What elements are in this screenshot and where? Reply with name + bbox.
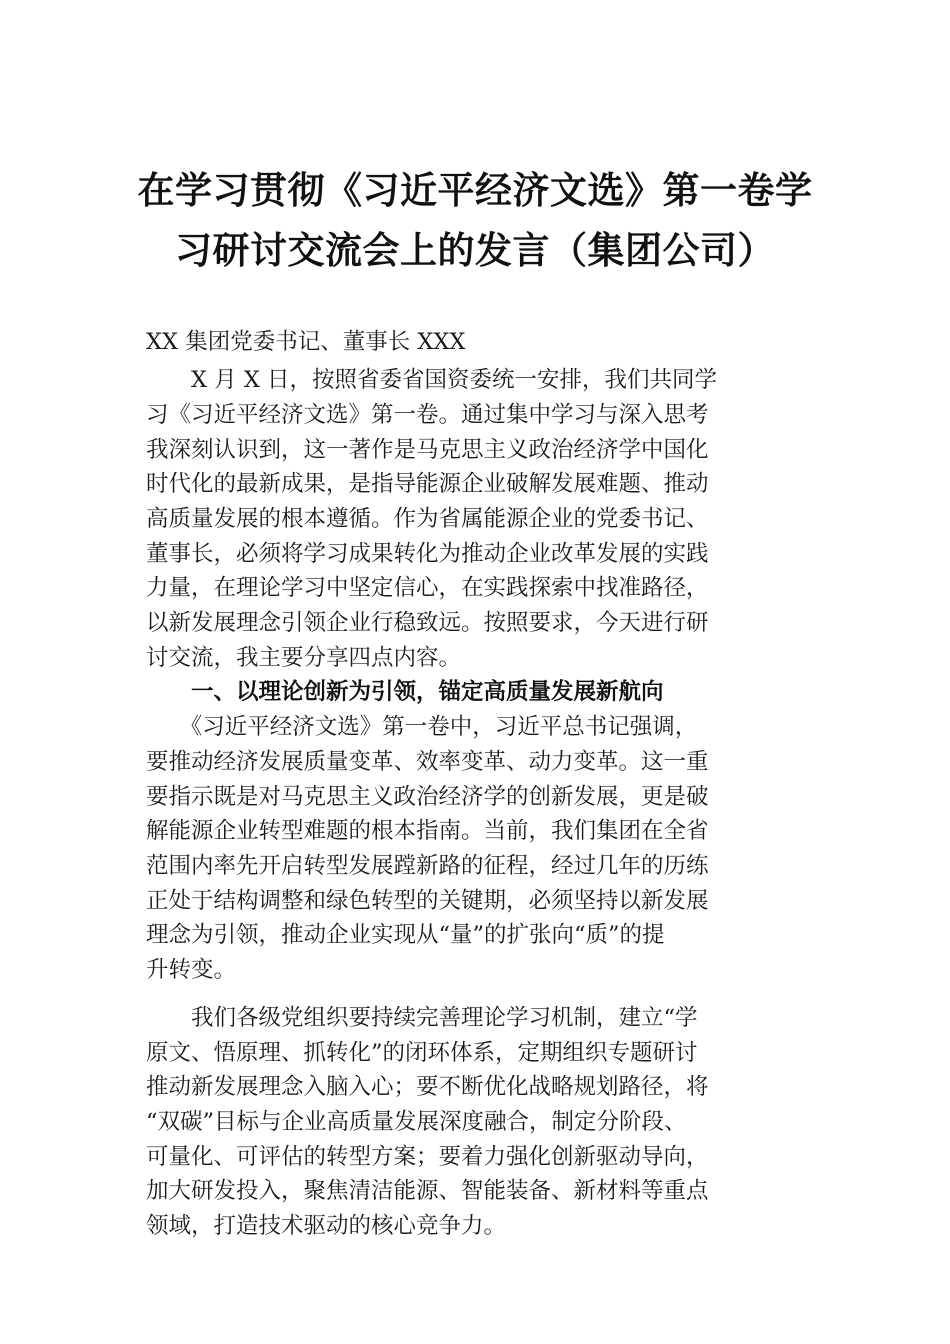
paragraph-1-line: 高质量发展的根本遵循。作为省属能源企业的党委书记、 [146,506,709,532]
paragraph-3-line: “双碳”目标与企业高质量发展深度融合，制定分阶段、 [146,1109,687,1135]
paragraph-1-line: 讨交流，我主要分享四点内容。 [146,645,462,671]
paragraph-3-line: 领域，打造技术驱动的核心竞争力。 [146,1213,507,1239]
author-line: XX 集团党委书记、董事长 XXX [146,329,466,355]
paragraph-1-line: X 月 X 日，按照省委省国资委统一安排，我们共同学 [146,367,717,393]
paragraph-2-line: 理念为引领，推动企业实现从“量”的扩张向“质”的提 [146,922,665,948]
paragraph-3-line: 加大研发投入，聚焦清洁能源、智能装备、新材料等重点 [146,1178,709,1204]
paragraph-2-line: 范围内率先开启转型发展蹚新路的征程，经过几年的历练 [146,853,709,879]
paragraph-1-line: 以新发展理念引领企业行稳致远。按照要求，今天进行研 [146,610,709,636]
paragraph-3-line: 原文、悟原理、抓转化”的闭环体系，定期组织专题研讨 [146,1040,698,1066]
paragraph-2-line: 《习近平经济文选》第一卷中，习近平总书记强调， [146,714,698,740]
document-title-line-1: 在学习贯彻《习近平经济文选》第一卷学 [137,168,813,212]
paragraph-2-line: 升转变。 [146,957,237,983]
paragraph-1-line: 习《习近平经济文选》第一卷。通过集中学习与深入思考 [146,402,709,428]
paragraph-1-line: 董事长，必须将学习成果转化为推动企业改革发展的实践 [146,541,709,567]
document-title-line-2: 习研讨交流会上的发言（集团公司） [175,228,775,272]
paragraph-3-line: 推动新发展理念入脑入心；要不断优化战略规划路径，将 [146,1074,709,1100]
section-heading: 一、以理论创新为引领，锚定高质量发展新航向 [146,679,664,705]
paragraph-1-line: 力量，在理论学习中坚定信心，在实践探索中找准路径， [146,575,709,601]
paragraph-2-line: 正处于结构调整和绿色转型的关键期，必须坚持以新发展 [146,888,709,914]
paragraph-2-line: 解能源企业转型难题的根本指南。当前，我们集团在全省 [146,818,709,844]
paragraph-2-line: 要指示既是对马克思主义政治经济学的创新发展，更是破 [146,784,709,810]
paragraph-1-line: 时代化的最新成果，是指导能源企业破解发展难题、推动 [146,471,709,497]
paragraph-2-line: 要推动经济发展质量变革、效率变革、动力变革。这一重 [146,749,709,775]
paragraph-3-line: 我们各级党组织要持续完善理论学习机制，建立“学 [146,1005,698,1031]
paragraph-3-line: 可量化、可评估的转型方案；要着力强化创新驱动导向， [146,1144,709,1170]
paragraph-1-line: 我深刻认识到，这一著作是马克思主义政治经济学中国化 [146,437,709,463]
